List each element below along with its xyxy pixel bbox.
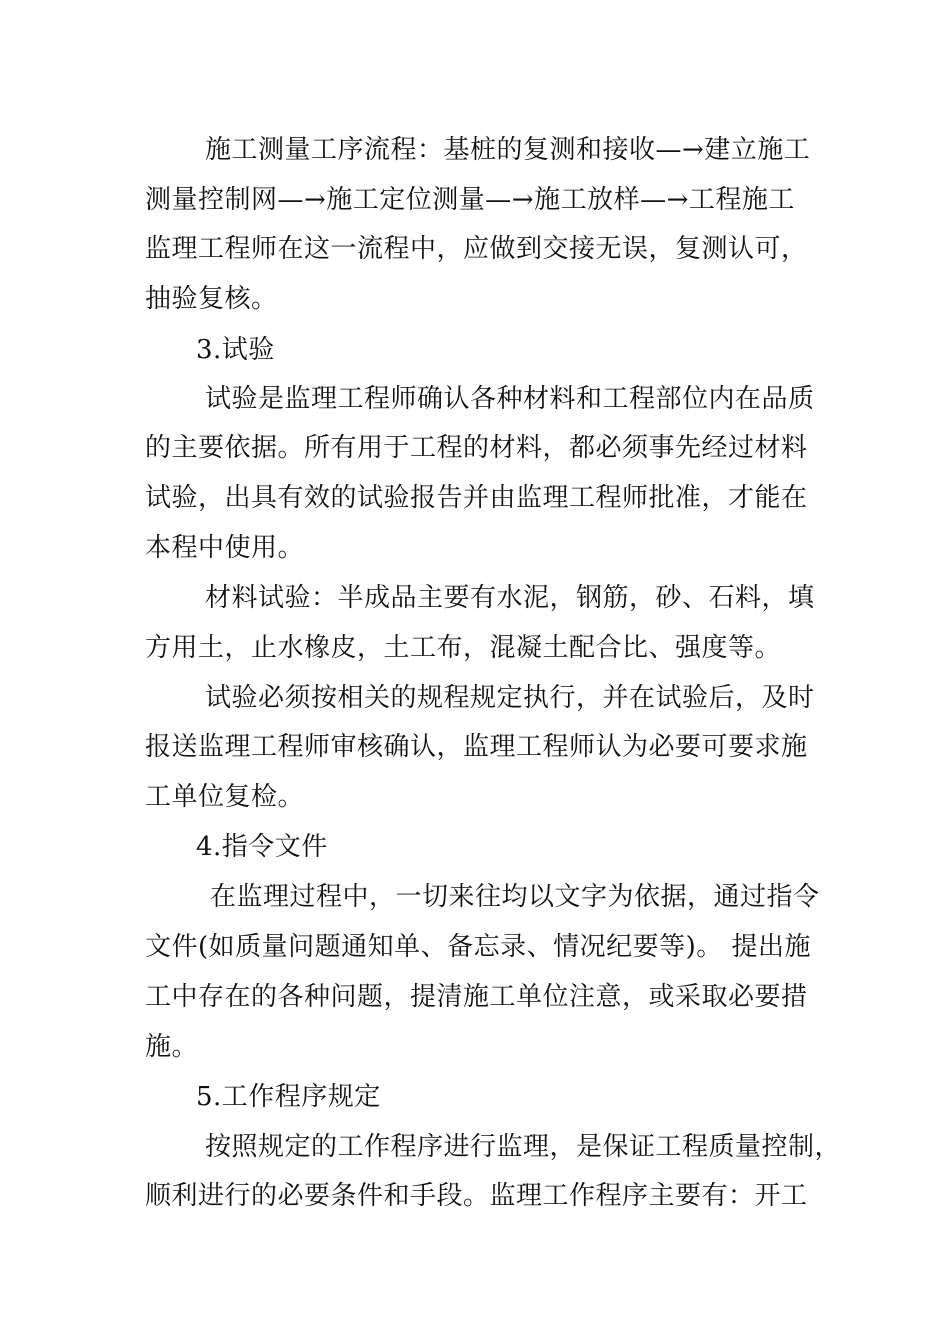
paragraph-line: 报送监理工程师审核确认，监理工程师认为必要可要求施 — [145, 732, 808, 762]
paragraph-line: 本程中使用。 — [145, 533, 305, 563]
paragraph-line: 测量控制网—→施工定位测量—→施工放样—→工程施工 — [145, 185, 795, 215]
paragraph-line: 方用土，止水橡皮，土工布，混凝土配合比、强度等。 — [145, 633, 782, 663]
paragraph-line: 工单位复检。 — [145, 782, 305, 812]
paragraph-line: 文件(如质量问题通知单、备忘录、情况纪要等)。 提出施 — [145, 932, 812, 962]
paragraph-line: 的主要依据。所有用于工程的材料，都必须事先经过材料 — [145, 433, 808, 463]
paragraph-line: 监理工程师在这一流程中，应做到交接无误，复测认可， — [145, 234, 808, 264]
paragraph-line: 试验，出具有效的试验报告并由监理工程师批准，才能在 — [145, 483, 808, 513]
section-heading: 5.工作程序规定 — [196, 1082, 381, 1112]
paragraph-line: 施工测量工序流程：基桩的复测和接收—→建立施工 — [205, 135, 811, 165]
paragraph-line: 按照规定的工作程序进行监理，是保证工程质量控制， — [205, 1132, 842, 1162]
paragraph-line: 在监理过程中，一切来往均以文字为依据，通过指令 — [210, 882, 820, 912]
paragraph-line: 工中存在的各种问题，提清施工单位注意，或采取必要措 — [145, 982, 808, 1012]
section-heading: 4.指令文件 — [196, 832, 328, 862]
paragraph-line: 试验必须按相关的规程规定执行，并在试验后，及时 — [205, 683, 815, 713]
paragraph-line: 试验是监理工程师确认各种材料和工程部位内在品质 — [205, 384, 815, 414]
section-heading: 3.试验 — [196, 335, 275, 365]
paragraph-line: 材料试验：半成品主要有水泥，钢筋，砂、石料，填 — [205, 583, 815, 613]
paragraph-line: 顺利进行的必要条件和手段。监理工作程序主要有：开工 — [145, 1181, 808, 1211]
paragraph-line: 抽验复核。 — [145, 284, 278, 314]
paragraph-line: 施。 — [145, 1032, 199, 1062]
